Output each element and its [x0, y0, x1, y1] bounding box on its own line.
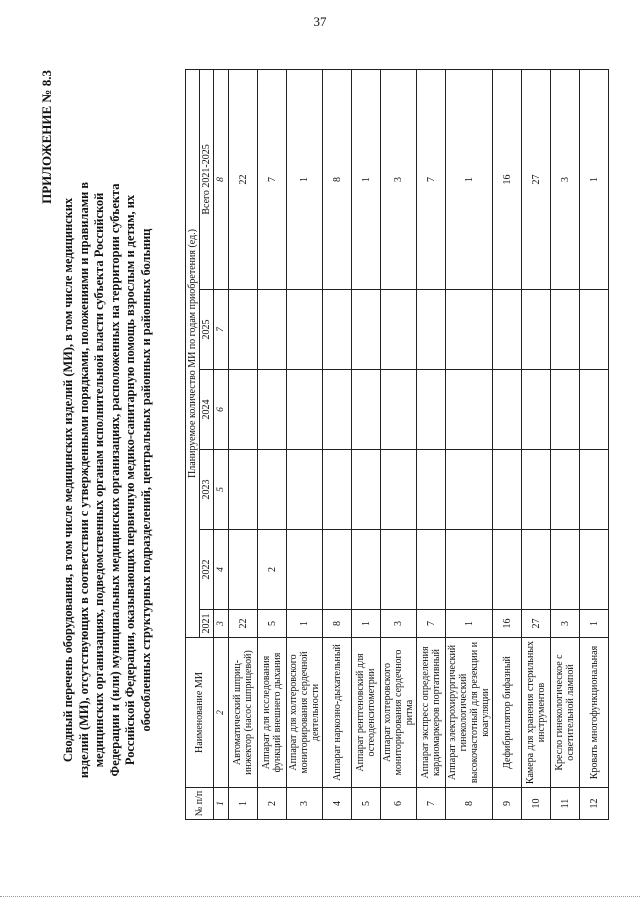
year-cell	[580, 530, 609, 610]
year-cell	[352, 450, 381, 530]
year-cell	[323, 530, 352, 610]
year-cell	[229, 450, 258, 530]
device-name: Автоматический шприц-инжектор (насос шприцевой)	[229, 638, 258, 788]
device-name: Аппарат электрохирургический гинекологический высокочастотный для резекции и коагуляции	[446, 638, 493, 788]
year-cell	[229, 290, 258, 370]
column-number: 6	[214, 370, 229, 450]
year-cell	[352, 290, 381, 370]
year-cell: 5	[258, 610, 287, 638]
title-line: Российской Федерации, оказывающих первичную медико-санитарную помощь взрослым и детям, их	[123, 194, 137, 766]
total-cell: 16	[493, 69, 522, 289]
year-cell: 8	[323, 610, 352, 638]
device-name: Аппарат для холтеровского мониторирования сердечной деятельности	[287, 638, 323, 788]
row-number: 9	[493, 788, 522, 820]
year-cell	[287, 450, 323, 530]
table-row	[580, 69, 609, 819]
year-cell	[381, 370, 417, 450]
appendix-label: ПРИЛОЖЕНИЕ № 8.3	[39, 70, 54, 204]
header-total: Всего 2021-2025	[200, 69, 214, 289]
table-row	[229, 69, 258, 819]
year-cell	[417, 530, 446, 610]
year-cell: 27	[522, 610, 551, 638]
row-number: 7	[417, 788, 446, 820]
header-year: 2021	[200, 610, 214, 638]
year-cell: 1	[580, 610, 609, 638]
year-cell	[493, 450, 522, 530]
row-number: 12	[580, 788, 609, 820]
column-number: 1	[214, 788, 229, 820]
year-cell	[522, 530, 551, 610]
table-row	[352, 69, 381, 819]
device-name: Аппарат для исследования функций внешнего дыхания	[258, 638, 287, 788]
year-cell	[493, 530, 522, 610]
year-cell	[446, 370, 493, 450]
total-cell: 7	[258, 69, 287, 289]
device-name: Кресло гинекологическое с осветительной лампой	[551, 638, 580, 788]
year-cell: 1	[446, 610, 493, 638]
device-name: Аппарат наркозно-дыхательный	[323, 638, 352, 788]
header-group: Планируемое количество МИ по годам приобретения (ед.)	[186, 69, 200, 637]
title-line: Сводный перечень оборудования, в том числе медицинских изделий (МИ), в том числе медицинских	[61, 197, 75, 763]
year-cell	[417, 370, 446, 450]
column-number: 5	[214, 450, 229, 530]
header-year: 2025	[200, 290, 214, 370]
year-cell	[522, 450, 551, 530]
year-cell: 1	[287, 610, 323, 638]
year-cell	[446, 450, 493, 530]
year-cell	[551, 450, 580, 530]
column-number: 7	[214, 290, 229, 370]
total-cell: 1	[580, 69, 609, 289]
table-row	[287, 69, 323, 819]
row-number: 2	[258, 788, 287, 820]
row-number: 10	[522, 788, 551, 820]
total-cell: 22	[229, 69, 258, 289]
row-number: 1	[229, 788, 258, 820]
title-line: изделий (МИ), отсутствующих в соответствии с утвержденными порядками, положениями и правилами в	[76, 181, 91, 779]
landscape-content	[35, 70, 605, 890]
year-cell	[323, 290, 352, 370]
table-row	[493, 69, 522, 819]
row-number: 3	[287, 788, 323, 820]
row-number: 8	[446, 788, 493, 820]
year-cell	[417, 450, 446, 530]
table-row	[258, 69, 287, 819]
table-row	[323, 69, 352, 819]
year-cell	[551, 370, 580, 450]
year-cell	[446, 530, 493, 610]
year-cell	[493, 290, 522, 370]
year-cell	[287, 530, 323, 610]
column-number: 8	[214, 69, 229, 289]
column-number: 4	[214, 530, 229, 610]
year-cell	[352, 530, 381, 610]
header-name: Наименование МИ	[186, 638, 214, 788]
header-year: 2023	[200, 450, 214, 530]
year-cell	[580, 290, 609, 370]
total-cell: 1	[446, 69, 493, 289]
year-cell	[381, 530, 417, 610]
year-cell	[493, 370, 522, 450]
row-number: 4	[323, 788, 352, 820]
year-cell	[522, 290, 551, 370]
table-row	[381, 69, 417, 819]
year-cell	[323, 370, 352, 450]
column-number: 3	[214, 610, 229, 638]
row-number: 6	[381, 788, 417, 820]
total-cell: 1	[352, 69, 381, 289]
year-cell	[551, 530, 580, 610]
row-number: 11	[551, 788, 580, 820]
year-cell: 3	[381, 610, 417, 638]
title-line: обособленных структурных подразделений, центральных районных и районных больниц	[138, 228, 153, 732]
year-cell	[287, 290, 323, 370]
column-number: 2	[214, 638, 229, 788]
device-name: Дефибриллятор бифазный	[493, 638, 522, 788]
year-cell	[287, 370, 323, 450]
year-cell	[258, 370, 287, 450]
total-cell: 1	[287, 69, 323, 289]
year-cell	[352, 370, 381, 450]
table-row	[417, 69, 446, 819]
year-cell	[580, 370, 609, 450]
device-name: Аппарат экспресс определения кардиомаркеров портативный	[417, 638, 446, 788]
year-cell	[381, 290, 417, 370]
table-row	[551, 69, 580, 819]
year-cell	[522, 370, 551, 450]
table-row	[446, 69, 493, 819]
year-cell	[258, 290, 287, 370]
device-name: Аппарат холтеровского мониторирования сердечного ритма	[381, 638, 417, 788]
total-cell: 7	[417, 69, 446, 289]
year-cell	[417, 290, 446, 370]
page-number: 37	[313, 14, 327, 29]
year-cell	[229, 370, 258, 450]
year-cell: 1	[352, 610, 381, 638]
year-cell	[551, 290, 580, 370]
year-cell: 7	[417, 610, 446, 638]
header-year: 2022	[200, 530, 214, 610]
header-year: 2024	[200, 370, 214, 450]
year-cell: 22	[229, 610, 258, 638]
device-name: Кровать многофункциональная	[580, 638, 609, 788]
total-cell: 27	[522, 69, 551, 289]
year-cell	[229, 530, 258, 610]
device-name: Камера для хранения стерильных инструментов	[522, 638, 551, 788]
year-cell	[580, 450, 609, 530]
total-cell: 8	[323, 69, 352, 289]
table-row	[522, 69, 551, 819]
header-num: № п/п	[186, 788, 214, 820]
total-cell: 3	[551, 69, 580, 289]
year-cell	[446, 290, 493, 370]
year-cell: 16	[493, 610, 522, 638]
year-cell	[258, 450, 287, 530]
title-line: Федерации и (или) муниципальных медицинских организациях, расположенных на территории субъекта	[107, 183, 122, 777]
title-line: медицинских организациях, подведомственных органам исполнительной власти субъекта Российской	[92, 192, 106, 768]
year-cell	[381, 450, 417, 530]
total-cell: 3	[381, 69, 417, 289]
year-cell	[323, 450, 352, 530]
scan-edge-line	[0, 896, 640, 897]
year-cell: 3	[551, 610, 580, 638]
row-number: 5	[352, 788, 381, 820]
device-name: Аппарат рентгеновский для остеоденситометрии	[352, 638, 381, 788]
document-title	[61, 70, 154, 890]
table-body	[229, 69, 609, 819]
year-cell: 2	[258, 530, 287, 610]
equipment-table	[185, 69, 609, 820]
